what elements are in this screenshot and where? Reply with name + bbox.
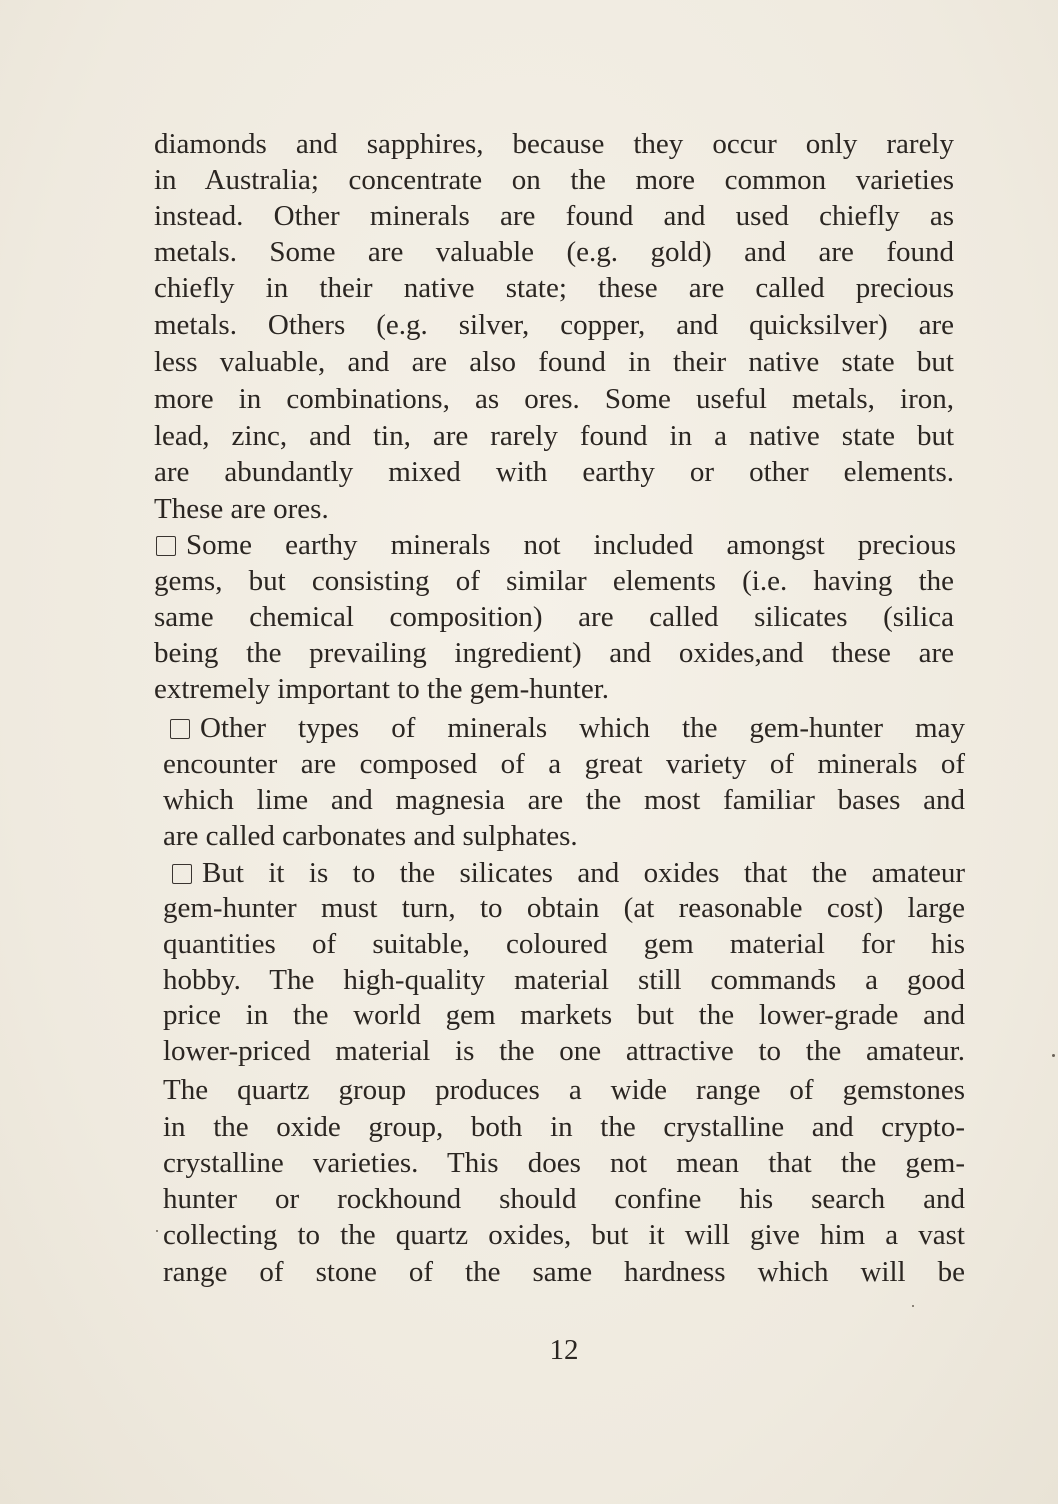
text-line: less valuable, and are also found in their native state but xyxy=(154,346,954,378)
text-line: being the prevailing ingredient) and oxides,and these are xyxy=(154,637,954,669)
text-line: lead, zinc, and tin, are rarely found in a native state but xyxy=(154,420,954,452)
text-line: hobby. The high-quality material still commands a good xyxy=(163,964,965,996)
text-line: metals. Some are valuable (e.g. gold) and are found xyxy=(154,236,954,268)
text-line: collecting to the quartz oxides, but it will give him a vast xyxy=(163,1219,965,1251)
paper-speck xyxy=(156,1230,158,1232)
checkbox-icon xyxy=(156,536,176,556)
text-line: are called carbonates and sulphates. xyxy=(163,820,578,852)
text-line xyxy=(156,527,956,563)
text-line: metals. Others (e.g. silver, copper, and quicksilver) are xyxy=(154,309,954,341)
text-line-content: Other types of minerals which the gem-hunter may xyxy=(200,712,965,744)
text-line: which lime and magnesia are the most familiar bases and xyxy=(163,784,965,816)
text-line: chiefly in their native state; these are called precious xyxy=(154,272,954,304)
text-line: are abundantly mixed with earthy or other elements. xyxy=(154,456,954,488)
checkbox-icon xyxy=(170,719,190,739)
text-line: gems, but consisting of similar elements (i.e. having the xyxy=(154,565,954,597)
text-line: same chemical composition) are called silicates (silica xyxy=(154,601,954,633)
text-line-content: Some earthy minerals not included amongst precious xyxy=(186,529,956,561)
text-line: in the oxide group, both in the crystalline and crypto- xyxy=(163,1111,965,1143)
text-line: The quartz group produces a wide range of gemstones xyxy=(163,1074,965,1106)
text-line: encounter are composed of a great variety of minerals of xyxy=(163,748,965,780)
text-line: range of stone of the same hardness which will be xyxy=(163,1256,965,1288)
text-line: hunter or rockhound should confine his search and xyxy=(163,1183,965,1215)
text-line: more in combinations, as ores. Some useful metals, iron, xyxy=(154,383,954,415)
paper-speck xyxy=(1052,1054,1055,1057)
text-line: diamonds and sapphires, because they occur only rarely xyxy=(154,128,954,160)
paper-speck xyxy=(912,1305,914,1307)
text-line: lower-priced material is the one attractive to the amateur. xyxy=(163,1035,965,1067)
text-line: crystalline varieties. This does not mean that the gem- xyxy=(163,1147,965,1179)
text-line: in Australia; concentrate on the more common varieties xyxy=(154,164,954,196)
text-line xyxy=(172,855,965,891)
text-line: quantities of suitable, coloured gem material for his xyxy=(163,928,965,960)
text-line: price in the world gem markets but the lower-grade and xyxy=(163,999,965,1031)
text-line: extremely important to the gem-hunter. xyxy=(154,673,610,705)
checkbox-icon xyxy=(172,864,192,884)
text-line: instead. Other minerals are found and used chiefly as xyxy=(154,200,954,232)
text-line: These are ores. xyxy=(154,493,329,525)
text-line xyxy=(170,710,965,746)
page-number: 12 xyxy=(549,1334,579,1366)
text-line: gem-hunter must turn, to obtain (at reasonable cost) large xyxy=(163,892,965,924)
text-line-content: But it is to the silicates and oxides that the amateur xyxy=(202,857,965,889)
